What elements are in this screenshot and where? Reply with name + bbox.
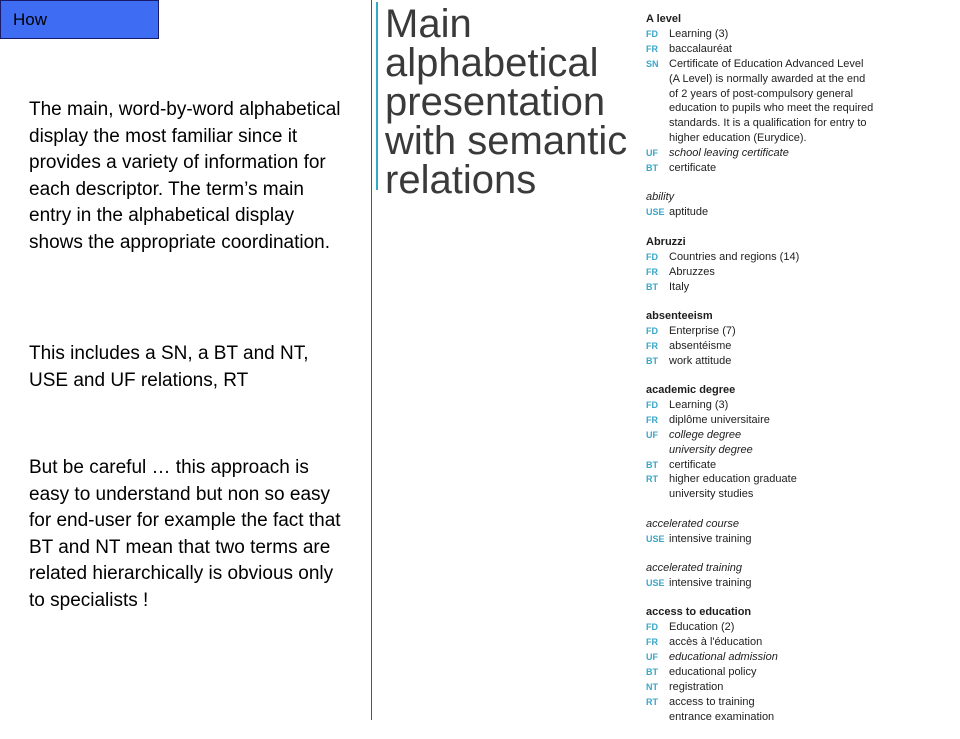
relation-code: BT xyxy=(646,281,658,292)
thesaurus-entry xyxy=(646,190,946,220)
relation-value-line: baccalauréat xyxy=(669,42,732,55)
entry-term: Abruzzi xyxy=(646,235,686,248)
thesaurus-entry xyxy=(646,561,946,591)
relation-value xyxy=(669,250,946,265)
relation-value-line: of 2 years of post-compulsory general xyxy=(669,87,854,100)
entry-relation xyxy=(646,27,946,42)
relation-value xyxy=(669,532,946,547)
how-label: How xyxy=(13,10,48,29)
entry-relation xyxy=(646,620,946,635)
entry-term: accelerated course xyxy=(646,517,739,530)
entry-relation xyxy=(646,532,946,547)
relation-code: USE xyxy=(646,207,665,218)
relation-value-line: certificate xyxy=(669,162,717,175)
relation-code: FR xyxy=(646,637,658,648)
relation-value-line: education to pupils who meet the required xyxy=(669,102,874,115)
entry-term: accelerated training xyxy=(646,562,743,575)
relation-value-line: registration xyxy=(669,680,724,693)
relation-code: FR xyxy=(646,43,658,54)
relation-value-line: higher education graduate xyxy=(669,473,797,486)
entry-relation xyxy=(646,398,946,413)
relation-value xyxy=(669,27,946,42)
relation-value xyxy=(669,620,946,635)
relation-value-line: Italy xyxy=(669,280,690,293)
relation-value xyxy=(669,354,946,369)
relation-value xyxy=(669,458,946,473)
relation-code: RT xyxy=(646,696,658,707)
entry-relation xyxy=(646,280,946,295)
entry-relation xyxy=(646,324,946,339)
relation-code: USE xyxy=(646,578,665,588)
entry-relation xyxy=(646,42,946,57)
relation-code: UF xyxy=(646,652,658,663)
thesaurus-entry xyxy=(646,517,946,547)
entry-term: absenteeism xyxy=(646,309,713,322)
relation-value xyxy=(669,576,946,591)
title-line: relations xyxy=(385,158,537,202)
relation-code: FD xyxy=(646,622,658,633)
entry-term: academic degree xyxy=(646,384,736,397)
relation-code: BT xyxy=(646,355,658,366)
description-paragraph-1: The main, word-by-word alphabetical display the most familiar since it provides a variety of information for each descriptor. The term’s main entry in the alphabetical display shows the appropriate coordination. xyxy=(29,99,341,253)
entry-relation xyxy=(646,680,946,695)
entry-relation xyxy=(646,161,946,176)
relation-value-line: standards. It is a qualification for entry to xyxy=(669,117,867,130)
relation-value xyxy=(669,635,946,650)
relation-value-line: absentéisme xyxy=(669,339,732,352)
relation-value-line: educational admission xyxy=(669,651,778,664)
relation-value-line: university studies xyxy=(669,488,754,501)
how-label-box xyxy=(0,0,159,39)
relation-value-line: diplôme universitaire xyxy=(669,413,770,426)
relation-code: FR xyxy=(646,414,658,425)
relation-value xyxy=(669,280,946,295)
relation-code: BT xyxy=(646,667,658,678)
title-accent-bar xyxy=(376,2,378,190)
relation-value xyxy=(669,695,946,725)
entry-relation xyxy=(646,458,946,473)
relation-value-line: (A Level) is normally awarded at the end xyxy=(669,72,866,85)
relation-code: FR xyxy=(646,266,658,277)
entry-relation xyxy=(646,428,946,458)
relation-value-line: entrance examination xyxy=(669,710,775,723)
relation-value-line: Countries and regions (14) xyxy=(669,250,800,263)
relation-value-line: college degree xyxy=(669,428,742,441)
relation-value-line: certificate xyxy=(669,458,717,471)
relation-value-line: work attitude xyxy=(669,354,732,367)
description-paragraph-2: This includes a SN, a BT and NT, USE and UF relations, RT xyxy=(29,343,309,391)
entry-relation xyxy=(646,250,946,265)
relation-value xyxy=(669,680,946,695)
relation-value-line: university degree xyxy=(669,443,753,456)
title-line: alphabetical xyxy=(385,41,599,85)
relation-code: FD xyxy=(646,251,658,262)
relation-code: BT xyxy=(646,459,658,470)
entry-relation xyxy=(646,576,946,591)
relation-value-line: school leaving certificate xyxy=(669,147,789,160)
relation-value-line: educational policy xyxy=(669,666,757,679)
relation-value xyxy=(669,205,946,220)
title-line: with semantic xyxy=(385,119,628,163)
relation-value xyxy=(669,665,946,680)
relation-value-line: Enterprise (7) xyxy=(669,324,736,337)
relation-code: BT xyxy=(646,163,658,174)
relation-value-line: Certificate of Education Advanced Level xyxy=(669,57,864,70)
thesaurus-entry xyxy=(646,12,946,176)
relation-value-line: accès à l'éducation xyxy=(669,636,763,649)
relation-value xyxy=(669,339,946,354)
title-line: Main xyxy=(385,2,472,46)
thesaurus-entry xyxy=(646,383,946,502)
thesaurus-entry xyxy=(646,309,946,369)
relation-value xyxy=(669,650,946,665)
entry-relation xyxy=(646,354,946,369)
relation-value xyxy=(669,42,946,57)
entry-relation xyxy=(646,57,946,146)
relation-value xyxy=(669,428,946,458)
relation-value xyxy=(669,265,946,280)
entry-relation xyxy=(646,635,946,650)
entry-term: ability xyxy=(646,191,675,204)
relation-value-line: Education (2) xyxy=(669,621,735,634)
relation-code: FD xyxy=(646,399,658,410)
relation-value xyxy=(669,324,946,339)
relation-value-line: Learning (3) xyxy=(669,27,729,40)
entry-relation xyxy=(646,472,946,502)
title-line: presentation xyxy=(385,80,606,124)
relation-value-line: higher education (Eurydice). xyxy=(669,132,807,145)
relation-value-line: intensive training xyxy=(669,532,752,545)
thesaurus-title xyxy=(385,2,628,202)
relation-value-line: intensive training xyxy=(669,577,752,589)
entry-relation xyxy=(646,146,946,161)
relation-code: UF xyxy=(646,148,658,159)
relation-code: UF xyxy=(646,429,658,440)
entry-relation xyxy=(646,665,946,680)
entry-relation xyxy=(646,650,946,665)
relation-code: SN xyxy=(646,58,659,69)
relation-code: FR xyxy=(646,340,658,351)
entry-relation xyxy=(646,413,946,428)
relation-value xyxy=(669,472,946,502)
entry-relation xyxy=(646,205,946,220)
relation-code: NT xyxy=(646,681,658,692)
relation-value xyxy=(669,398,946,413)
relation-code: USE xyxy=(646,533,665,544)
relation-value xyxy=(669,57,946,146)
relation-value-line: access to training xyxy=(669,695,755,708)
entry-relation xyxy=(646,339,946,354)
relation-value xyxy=(669,413,946,428)
relation-code: RT xyxy=(646,474,658,485)
thesaurus-entry xyxy=(646,605,946,724)
entry-term: access to education xyxy=(646,606,752,619)
relation-value-line: Learning (3) xyxy=(669,398,729,411)
relation-code: FD xyxy=(646,28,658,39)
relation-value xyxy=(669,146,946,161)
entry-relation xyxy=(646,695,946,725)
entry-relation xyxy=(646,265,946,280)
relation-value xyxy=(669,161,946,176)
description-paragraph-3: But be careful … this approach is easy to understand but non so easy for end-user for example the fact that BT and NT mean that two terms are related hierarchically is obvious only to specialists ! xyxy=(29,457,341,611)
entry-term: A level xyxy=(646,13,682,25)
relation-code: FD xyxy=(646,325,658,336)
relation-value-line: Abruzzes xyxy=(669,265,715,278)
thesaurus-entries xyxy=(646,12,946,739)
relation-value-line: aptitude xyxy=(669,206,709,219)
thesaurus-entry xyxy=(646,235,946,295)
